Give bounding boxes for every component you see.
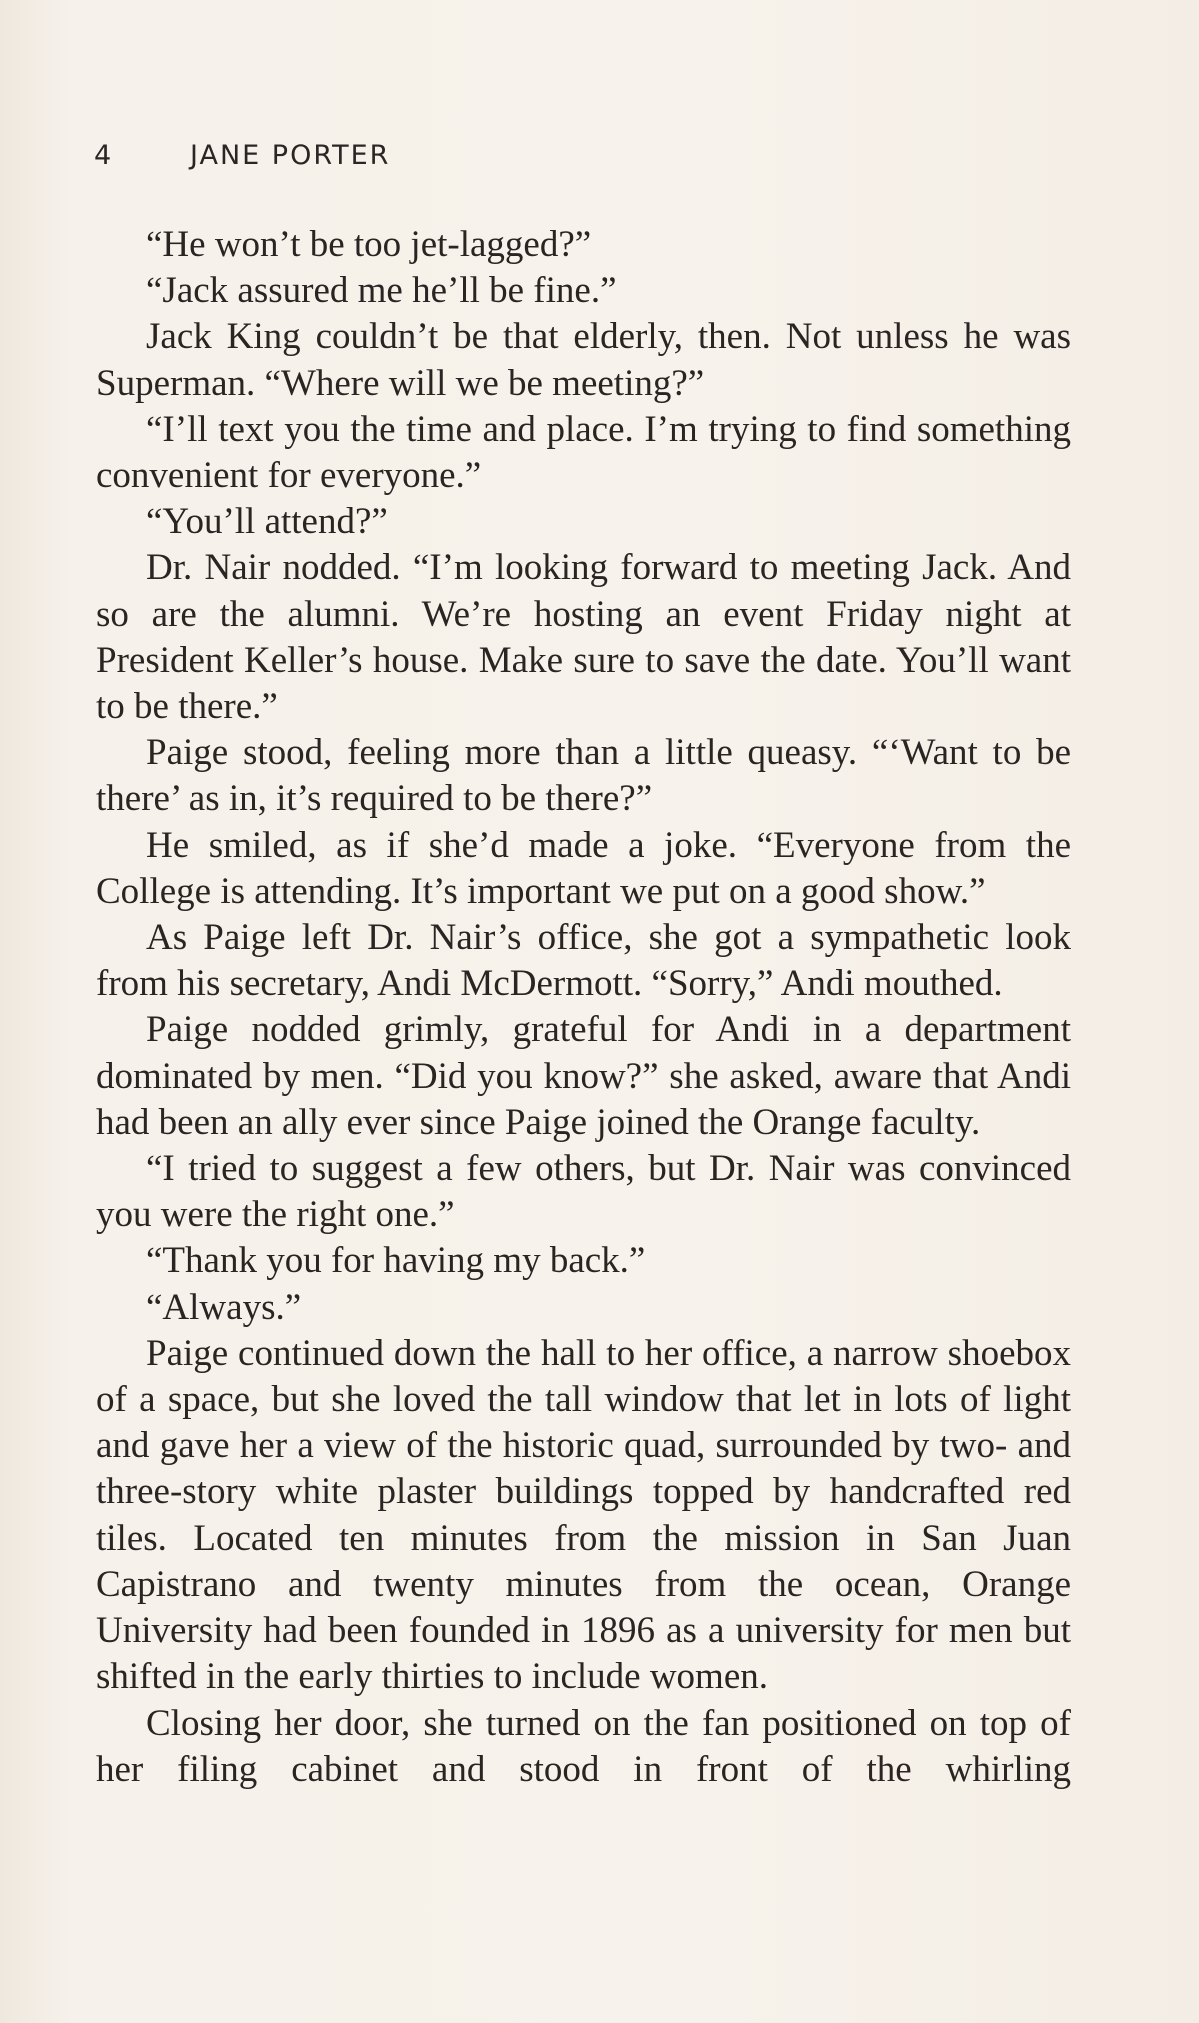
paragraph: As Paige left Dr. Nair’s office, she got a sympathetic look from his secretary, Andi McDermott. “Sorry,” Andi mouthed. <box>96 917 1071 1005</box>
paragraph: “Always.” <box>146 1286 302 1328</box>
paragraph: Jack King couldn’t be that elderly, then. Not unless he was Superman. “Where will we be meeting?” <box>96 316 1071 404</box>
body-text <box>96 222 1071 1793</box>
paragraph: “I tried to suggest a few others, but Dr. Nair was convinced you were the right one.” <box>96 1148 1071 1236</box>
page-number: 4 <box>94 140 114 171</box>
running-head-author: JANE PORTER <box>190 140 391 171</box>
paragraph: “He won’t be too jet-lagged?” <box>146 224 592 265</box>
paragraph: “You’ll attend?” <box>146 501 388 543</box>
paragraph: “Thank you for having my back.” <box>146 1240 646 1282</box>
paragraph-continued: Closing her door, she turned on the fan positioned on top of her filing cabinet and stood in front of the whirling <box>96 1702 1071 1790</box>
running-head <box>94 140 390 180</box>
paragraph: Paige continued down the hall to her office, a narrow shoebox of a space, but she loved the tall window that let in lots of light and gave her a view of the historic quad, surrounded by two- and three-story white plaster buildings topped by handcrafted red tiles. Located ten minutes from the mission in San Juan Capistrano and twenty minutes from the ocean, Orange University had been founded in 1896 as a university for men but shifted in the early thirties to include women. <box>96 1332 1071 1698</box>
paragraph: “I’ll text you the time and place. I’m trying to find something convenient for everyone.” <box>96 408 1071 497</box>
paragraph: “Jack assured me he’ll be fine.” <box>146 270 617 312</box>
paragraph: He smiled, as if she’d made a joke. “Everyone from the College is attending. It’s important we put on a good show.” <box>96 824 1071 912</box>
paragraph: Dr. Nair nodded. “I’m looking forward to meeting Jack. And so are the alumni. We’re hosting an event Friday night at President Keller’s house. Make sure to save the date. You’ll want to be there.” <box>96 547 1071 728</box>
paragraph: Paige nodded grimly, grateful for Andi in a department dominated by men. “Did you know?” she asked, aware that Andi had been an ally ever since Paige joined the Orange faculty. <box>96 1009 1071 1143</box>
paragraph: Paige stood, feeling more than a little queasy. “‘Want to be there’ as in, it’s required to be there?” <box>96 732 1071 820</box>
